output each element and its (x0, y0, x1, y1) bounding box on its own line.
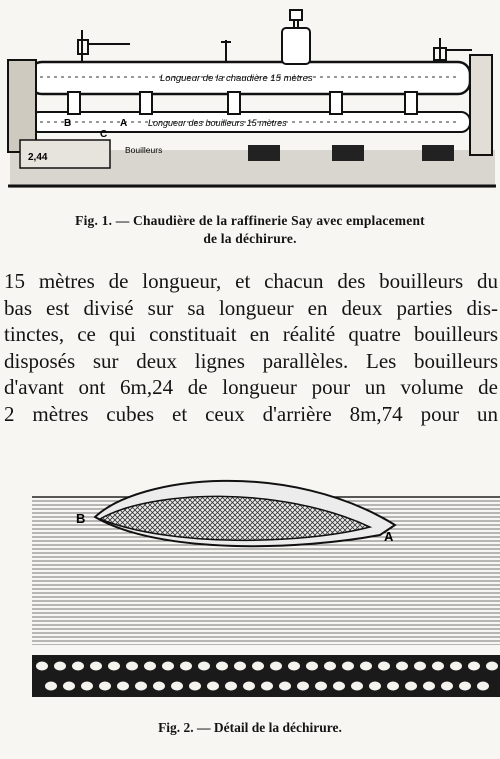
paragraph-line: 2 mètres cubes et ceux d'arrière 8m,74 pour un (4, 401, 498, 426)
label-chaudiere: Longueur de la chaudière 15 mètres (160, 73, 313, 84)
paragraph-line: 15 mètres de longueur, et chacun des bouilleurs du (4, 269, 498, 293)
safety-valve-right (434, 38, 472, 62)
paragraph-line: bas est divisé sur sa longueur en deux parties dis- (4, 295, 498, 320)
rivet (477, 682, 489, 691)
rivet (117, 682, 129, 691)
rivet (360, 662, 372, 671)
body-paragraph (4, 268, 498, 427)
figure-1-caption (0, 212, 500, 248)
rivet (126, 662, 138, 671)
rivet (171, 682, 183, 691)
rivet (387, 682, 399, 691)
rivet (396, 662, 408, 671)
caption-line-1: Fig. 1. — Chaudière de la raffinerie Say avec emplacement (75, 213, 425, 228)
figure-2-tear-detail (0, 455, 500, 705)
rivet (180, 662, 192, 671)
rivet (459, 682, 471, 691)
rivet (90, 662, 102, 671)
rivet (315, 682, 327, 691)
rivet (414, 662, 426, 671)
marker-a: A (384, 529, 394, 544)
rivet (369, 682, 381, 691)
rivet (144, 662, 156, 671)
caption-line-2: de la déchirure. (203, 231, 297, 246)
paragraph-line: disposés sur deux lignes parallèles. Les bouilleurs (4, 348, 498, 373)
paragraph-line: d'avant ont 6m,24 de longueur pour un volume de (4, 375, 498, 399)
rivet (252, 662, 264, 671)
rivet (135, 682, 147, 691)
rivet (234, 662, 246, 671)
rivet (54, 662, 66, 671)
rivet (261, 682, 273, 691)
rivet (81, 682, 93, 691)
rivet (216, 662, 228, 671)
rivet (72, 662, 84, 671)
rivet (279, 682, 291, 691)
steam-dome (282, 28, 310, 64)
rivet (270, 662, 282, 671)
label-bouilleurs-short: Bouilleurs (125, 145, 163, 155)
rivet (63, 682, 75, 691)
safety-valve-left (78, 30, 130, 62)
rivet (333, 682, 345, 691)
rivet (486, 662, 498, 671)
mid-valve (221, 40, 231, 62)
rivet (99, 682, 111, 691)
label-dim: 2,44 (28, 152, 48, 163)
rivet (153, 682, 165, 691)
label-bouilleurs: Longueur des bouilleurs 15 mètres (148, 118, 287, 128)
rivet (288, 662, 300, 671)
rivet (342, 662, 354, 671)
rivet (189, 682, 201, 691)
rivet (162, 662, 174, 671)
marker-c: C (100, 129, 108, 140)
rivet (351, 682, 363, 691)
figure-2-caption: Fig. 2. — Détail de la déchirure. (158, 720, 342, 735)
rivet (297, 682, 309, 691)
marker-b: B (76, 511, 86, 526)
left-brickwork (8, 60, 36, 152)
paragraph-line: tinctes, ce qui constituait en réalité quatre bouilleurs (4, 322, 498, 346)
rivet (198, 662, 210, 671)
rivet (405, 682, 417, 691)
rivet (306, 662, 318, 671)
marker-b: B (64, 118, 72, 129)
marker-a: A (120, 118, 128, 129)
rivet (108, 662, 120, 671)
connecting-pipes (68, 92, 417, 114)
rivet (378, 662, 390, 671)
rivet (324, 662, 336, 671)
support-pillars (248, 145, 454, 161)
rivet (450, 662, 462, 671)
rivet (423, 682, 435, 691)
rivet (45, 682, 57, 691)
rivet (207, 682, 219, 691)
rivet (225, 682, 237, 691)
rivet (432, 662, 444, 671)
rivet (468, 662, 480, 671)
figure-1-boiler-drawing (0, 0, 500, 195)
riveted-seam (32, 655, 500, 697)
rivet (243, 682, 255, 691)
right-end-wall (470, 55, 492, 155)
rivet (441, 682, 453, 691)
dome-valve (290, 10, 302, 28)
rivet (36, 662, 48, 671)
